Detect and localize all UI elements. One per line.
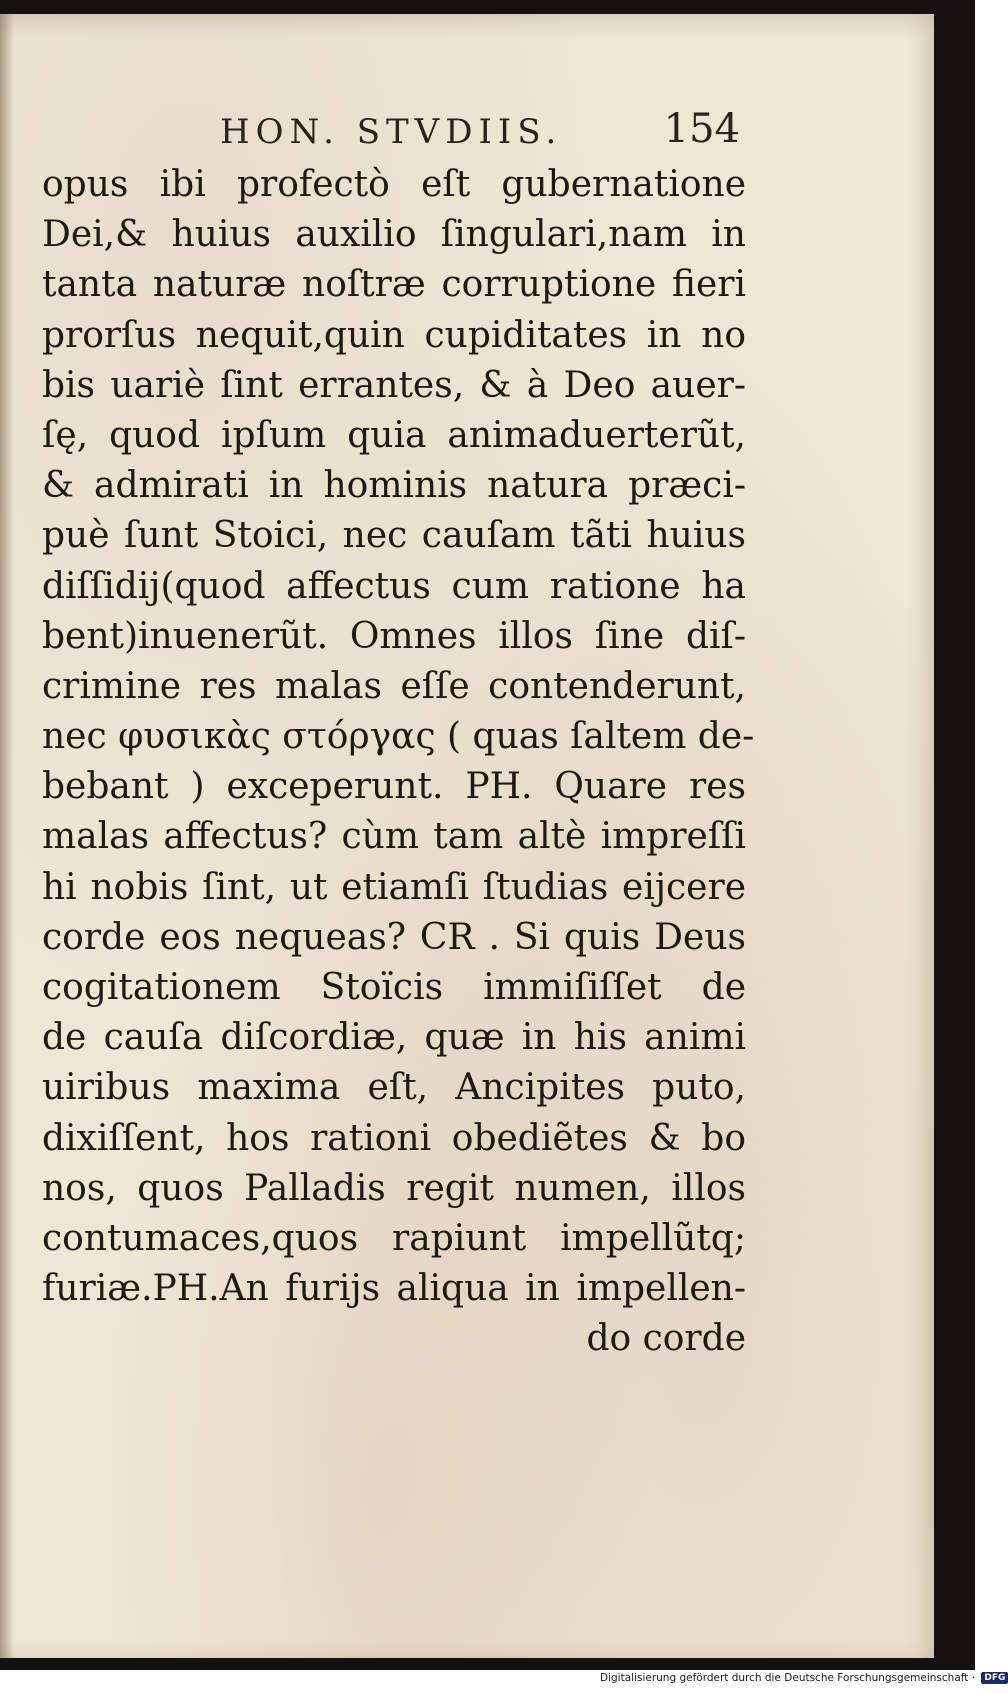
text-line: & admirati in hominis natura præci- [42,465,746,507]
text-line: do corde [586,1318,746,1360]
text-line: prorſus nequit,quin cupiditates in no [42,314,746,356]
text-line: bebant ) exceperunt. PH. Quare res [42,766,746,808]
credit-text: Digitalisierung gefördert durch die Deutsche Forschungsgemeinschaft · [600,1672,976,1684]
text-line: puè ſunt Stoici, nec cauſam tãti huius [42,515,746,557]
text-line: crimine res malas eſſe contenderunt, [42,665,746,707]
text-line: corde eos nequeas? CR . Si quis Deus [42,916,746,958]
text-line: cogitationem Stoïcis immiſiſſet de [42,967,746,1008]
text-block [42,160,755,1365]
spine-shadow [0,14,14,1658]
text-line: dixiſſent, hos rationi obediẽtes & bo [42,1117,746,1159]
text-line: bis uariè ſint errantes, & à Deo auer- [42,364,746,406]
text-line: ſę, quod ipſum quia animaduerterũt, [42,414,746,456]
text-line: nec φυσικὰς στόργας ( quas ſaltem de- [42,716,755,758]
text-line: opus ibi profectò eſt gubernatione [42,164,746,205]
text-line: de cauſa diſcordiæ, quæ in his animi [42,1017,746,1059]
text-line: nos, quos Palladis regit numen, illos [42,1167,746,1209]
page-number: 154 [663,106,740,152]
page-header [220,106,740,162]
text-line: malas affectus? cùm tam altè impreſſi [42,816,746,858]
dfg-logo: DFG [981,1672,1008,1684]
text-line: tanta naturæ noſtræ corruptione fieri [42,264,746,306]
text-line: diſſidij(quod affectus cum ratione ha [42,565,746,607]
text-line: contumaces,quos rapiunt impellũtq; [42,1217,746,1259]
text-line: hi nobis ſint, ut etiamſi ſtudias eijcere [42,866,746,908]
text-line: uiribus maxima eſt, Ancipites puto, [42,1067,746,1109]
running-head: HON. STVDIIS. [220,112,563,152]
text-line: furiæ.PH.An furijs aliqua in impellen- [42,1268,746,1310]
text-line: bent)inuenerũt. Omnes illos ſine diſ- [42,615,746,657]
text-line: Dei,& huius auxilio ſingulari,nam in [42,214,746,256]
digitization-credit [600,1672,1006,1690]
